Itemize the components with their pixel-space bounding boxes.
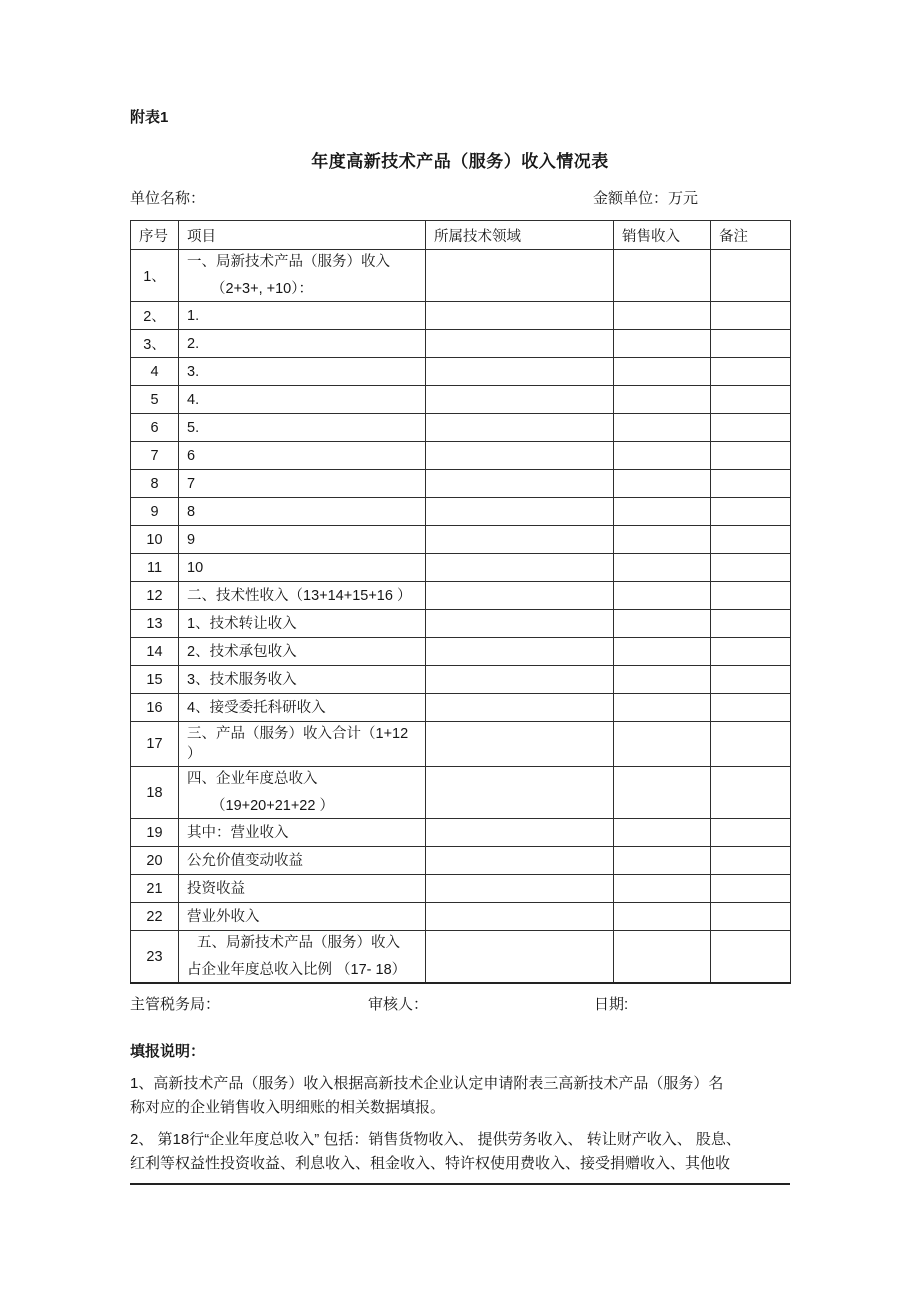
item-cell: [179, 358, 426, 386]
serial-cell: 2、: [131, 302, 179, 330]
remark-cell: [711, 442, 791, 470]
serial-cell: 19: [131, 819, 179, 847]
serial-cell: 4: [131, 358, 179, 386]
signature-row: [130, 993, 790, 1015]
item-line: 二、技术性收入（13+14+15+16 ）: [187, 587, 412, 604]
item-line: 4、接受委托科研收入: [187, 699, 326, 716]
tax-bureau-label: 主管税务局：: [130, 996, 221, 1013]
item-line: 2.: [187, 335, 200, 352]
table-row: [131, 302, 791, 330]
unit-row: [130, 187, 790, 207]
item-line: 9: [187, 531, 196, 548]
note-line: 2、 第18行“企业年度总收入” 包括：销售货物收入、 提供劳务收入、 转让财产收入、 股息、: [130, 1131, 741, 1148]
col-header-sales-revenue: 销售收入: [614, 221, 711, 250]
header-row: [131, 221, 791, 250]
remark-cell: [711, 358, 791, 386]
item-cell: [179, 722, 426, 767]
sales-revenue-cell: [614, 358, 711, 386]
remark-cell: [711, 302, 791, 330]
table-row: [131, 470, 791, 498]
instructions-heading: 填报说明：: [130, 1043, 206, 1060]
page-title: 年度高新技术产品（服务）收入情况表: [311, 152, 609, 171]
remark-cell: [711, 694, 791, 722]
serial-cell: 20: [131, 847, 179, 875]
item-cell: [179, 302, 426, 330]
sales-revenue-cell: [614, 931, 711, 984]
filling-instructions: [130, 1041, 790, 1185]
item-line: 3、技术服务收入: [187, 671, 297, 688]
tech-field-cell: [426, 931, 614, 984]
tech-field-cell: [426, 498, 614, 526]
serial-cell: 9: [131, 498, 179, 526]
item-cell: [179, 875, 426, 903]
tech-field-cell: [426, 666, 614, 694]
item-line: 1、技术转让收入: [187, 615, 297, 632]
item-cell: [179, 330, 426, 358]
serial-cell: 6: [131, 414, 179, 442]
serial-cell: 10: [131, 526, 179, 554]
serial-cell: 1、: [131, 250, 179, 302]
sales-revenue-cell: [614, 526, 711, 554]
attachment-label: 附表1: [130, 109, 169, 126]
serial-cell: 12: [131, 582, 179, 610]
col-header-tech-field: 所属技术领域: [426, 221, 614, 250]
item-line: 2、技术承包收入: [187, 643, 297, 660]
serial-cell: 5: [131, 386, 179, 414]
item-cell: [179, 250, 426, 302]
sales-revenue-cell: [614, 250, 711, 302]
tech-field-cell: [426, 903, 614, 931]
amount-unit-label: 金额单位：万元: [593, 190, 699, 207]
item-line: （19+20+21+22 ）: [211, 798, 334, 814]
item-cell: [179, 386, 426, 414]
table-row: [131, 330, 791, 358]
item-line: 10: [187, 559, 204, 576]
sales-revenue-cell: [614, 767, 711, 819]
table-row: [131, 875, 791, 903]
instruction-note-2: [130, 1129, 790, 1175]
col-header-item: 项目: [179, 221, 426, 250]
remark-cell: [711, 470, 791, 498]
item-cell: [179, 694, 426, 722]
tech-field-cell: [426, 875, 614, 903]
tech-field-cell: [426, 694, 614, 722]
table-row: [131, 414, 791, 442]
sales-revenue-cell: [614, 554, 711, 582]
remark-cell: [711, 875, 791, 903]
remark-cell: [711, 847, 791, 875]
item-line: 三、产品（服务）收入合计（1+12 ）: [187, 726, 409, 762]
serial-cell: 11: [131, 554, 179, 582]
item-cell: [179, 931, 426, 984]
item-cell: [179, 847, 426, 875]
tech-field-cell: [426, 526, 614, 554]
tech-field-cell: [426, 442, 614, 470]
tech-field-cell: [426, 250, 614, 302]
sales-revenue-cell: [614, 819, 711, 847]
table-row: [131, 582, 791, 610]
item-line: 6: [187, 447, 196, 464]
sales-revenue-cell: [614, 582, 711, 610]
table-row: [131, 610, 791, 638]
sales-revenue-cell: [614, 442, 711, 470]
remark-cell: [711, 767, 791, 819]
remark-cell: [711, 250, 791, 302]
remark-cell: [711, 819, 791, 847]
tech-field-cell: [426, 554, 614, 582]
remark-cell: [711, 903, 791, 931]
remark-cell: [711, 498, 791, 526]
date-label: 日期:: [594, 996, 629, 1013]
remark-cell: [711, 610, 791, 638]
table-row: [131, 931, 791, 984]
reviewer-label: 审核人：: [368, 996, 429, 1013]
remark-cell: [711, 666, 791, 694]
tech-field-cell: [426, 722, 614, 767]
sales-revenue-cell: [614, 470, 711, 498]
item-cell: [179, 903, 426, 931]
remark-cell: [711, 931, 791, 984]
table-row: [131, 694, 791, 722]
income-table-body: [131, 250, 791, 984]
tech-field-cell: [426, 358, 614, 386]
table-row: [131, 767, 791, 819]
sales-revenue-cell: [614, 610, 711, 638]
col-header-remark: 备注: [711, 221, 791, 250]
serial-cell: 8: [131, 470, 179, 498]
table-row: [131, 638, 791, 666]
serial-cell: 16: [131, 694, 179, 722]
item-cell: [179, 819, 426, 847]
serial-cell: 17: [131, 722, 179, 767]
table-row: [131, 722, 791, 767]
document-content: [130, 0, 790, 1185]
tech-field-cell: [426, 847, 614, 875]
note-line: 1、高新技术产品（服务）收入根据高新技术企业认定申请附表三高新技术产品（服务）名: [130, 1075, 724, 1092]
table-row: [131, 903, 791, 931]
item-line: 四、企业年度总收入: [187, 771, 318, 787]
remark-cell: [711, 554, 791, 582]
note-line: 红利等权益性投资收益、利息收入、租金收入、特许权使用费收入、接受捐赠收入、其他收: [130, 1155, 731, 1172]
remark-cell: [711, 330, 791, 358]
serial-cell: 23: [131, 931, 179, 984]
tech-field-cell: [426, 470, 614, 498]
tech-field-cell: [426, 330, 614, 358]
tech-field-cell: [426, 414, 614, 442]
item-line: 4.: [187, 391, 200, 408]
remark-cell: [711, 526, 791, 554]
remark-cell: [711, 638, 791, 666]
item-line: 占企业年度总收入比例 （17- 18）: [187, 962, 407, 978]
item-line: 其中：营业收入: [187, 824, 289, 841]
sales-revenue-cell: [614, 722, 711, 767]
remark-cell: [711, 414, 791, 442]
item-line: 五、局新技术产品（服务）收入: [197, 935, 400, 951]
unit-name-label: 单位名称：: [130, 190, 206, 207]
sales-revenue-cell: [614, 903, 711, 931]
table-row: [131, 526, 791, 554]
col-header-serial: 序号: [131, 221, 179, 250]
serial-cell: 22: [131, 903, 179, 931]
sales-revenue-cell: [614, 386, 711, 414]
tech-field-cell: [426, 386, 614, 414]
sales-revenue-cell: [614, 847, 711, 875]
sales-revenue-cell: [614, 875, 711, 903]
table-row: [131, 819, 791, 847]
item-line: 营业外收入: [187, 908, 260, 925]
table-row: [131, 358, 791, 386]
item-line: 7: [187, 475, 196, 492]
item-line: 投资收益: [187, 880, 245, 897]
item-cell: [179, 470, 426, 498]
item-cell: [179, 498, 426, 526]
sales-revenue-cell: [614, 694, 711, 722]
item-line: 1.: [187, 307, 200, 324]
table-row: [131, 666, 791, 694]
table-row: [131, 442, 791, 470]
income-table-header: [131, 221, 791, 250]
item-line: 一、局新技术产品（服务）收入: [187, 254, 390, 270]
sales-revenue-cell: [614, 638, 711, 666]
remark-cell: [711, 386, 791, 414]
sales-revenue-cell: [614, 666, 711, 694]
item-line: 公允价值变动收益: [187, 852, 303, 869]
item-cell: [179, 554, 426, 582]
item-cell: [179, 610, 426, 638]
serial-cell: 13: [131, 610, 179, 638]
income-table: [130, 220, 791, 984]
tech-field-cell: [426, 819, 614, 847]
table-row: [131, 498, 791, 526]
item-line: 3.: [187, 363, 200, 380]
table-row: [131, 847, 791, 875]
item-line: （2+3+, +10）：: [211, 281, 313, 297]
remark-cell: [711, 722, 791, 767]
sales-revenue-cell: [614, 414, 711, 442]
table-row: [131, 554, 791, 582]
sales-revenue-cell: [614, 330, 711, 358]
sales-revenue-cell: [614, 498, 711, 526]
instruction-note-1: [130, 1073, 790, 1119]
item-cell: [179, 666, 426, 694]
item-cell: [179, 526, 426, 554]
tech-field-cell: [426, 582, 614, 610]
item-cell: [179, 442, 426, 470]
serial-cell: 14: [131, 638, 179, 666]
remark-cell: [711, 582, 791, 610]
item-line: 5.: [187, 419, 200, 436]
item-cell: [179, 767, 426, 819]
table-row: [131, 250, 791, 302]
item-line: 8: [187, 503, 196, 520]
tech-field-cell: [426, 638, 614, 666]
serial-cell: 7: [131, 442, 179, 470]
serial-cell: 15: [131, 666, 179, 694]
tech-field-cell: [426, 302, 614, 330]
item-cell: [179, 582, 426, 610]
serial-cell: 21: [131, 875, 179, 903]
item-cell: [179, 638, 426, 666]
serial-cell: 18: [131, 767, 179, 819]
item-cell: [179, 414, 426, 442]
note-line: 称对应的企业销售收入明细账的相关数据填报。: [130, 1099, 446, 1116]
sales-revenue-cell: [614, 302, 711, 330]
serial-cell: 3、: [131, 330, 179, 358]
table-row: [131, 386, 791, 414]
tech-field-cell: [426, 610, 614, 638]
tech-field-cell: [426, 767, 614, 819]
